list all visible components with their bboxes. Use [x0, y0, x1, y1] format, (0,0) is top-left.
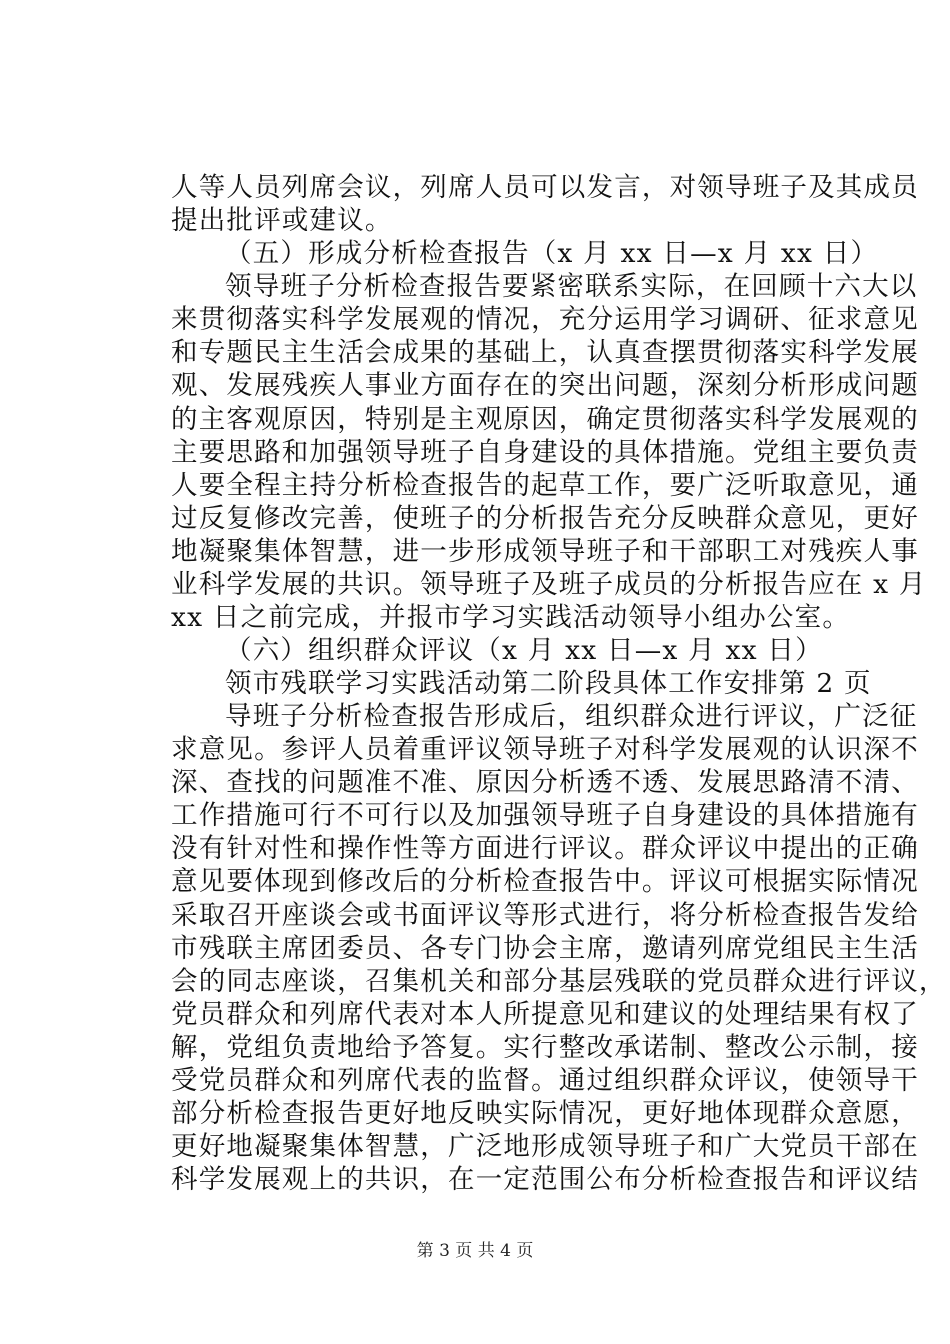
paragraph-line: 采取召开座谈会或书面评议等形式进行，将分析检查报告发给 — [171, 899, 919, 931]
paragraph-line: 地凝聚集体智慧，进一步形成领导班子和干部职工对残疾人事 — [171, 535, 919, 567]
paragraph-line: 意见要体现到修改后的分析检查报告中。评议可根据实际情况 — [171, 866, 919, 898]
paragraph-line: 过反复修改完善，使班子的分析报告充分反映群众意见，更好 — [171, 502, 919, 534]
paragraph-line: 更好地凝聚集体智慧，广泛地形成领导班子和广大党员干部在 — [171, 1130, 919, 1162]
paragraph-line: 人要全程主持分析检查报告的起草工作，要广泛听取意见，通 — [171, 469, 919, 501]
page-header-text: 领市残联学习实践活动第二阶段具体工作安排第 2 页 — [225, 668, 872, 699]
section-heading: （六）组织群众评议（x 月 xx 日—x 月 xx 日） — [225, 634, 823, 666]
paragraph-line: 人等人员列席会议，列席人员可以发言，对领导班子及其成员 — [171, 172, 919, 203]
paragraph-line: 的主客观原因，特别是主观原因，确定贯彻落实科学发展观的 — [171, 403, 919, 435]
paragraph-line: 领导班子分析检查报告要紧密联系实际，在回顾十六大以 — [225, 271, 918, 303]
paragraph-line: 和专题民主生活会成果的基础上，认真查摆贯彻落实科学发展 — [171, 337, 919, 369]
paragraph-line: 部分析检查报告更好地反映实际情况，更好地体现群众意愿， — [171, 1097, 919, 1129]
paragraph-line: 主要思路和加强领导班子自身建设的具体措施。党组主要负责 — [171, 436, 919, 468]
paragraph-line: 会的同志座谈，召集机关和部分基层残联的党员群众进行评议， — [171, 965, 947, 997]
paragraph-line: 来贯彻落实科学发展观的情况，充分运用学习调研、征求意见 — [171, 304, 919, 336]
paragraph-line: 导班子分析检查报告形成后，组织群众进行评议，广泛征 — [225, 701, 918, 733]
paragraph-line: 没有针对性和操作性等方面进行评议。群众评议中提出的正确 — [171, 833, 919, 865]
paragraph-line: 解，党组负责地给予答复。实行整改承诺制、整改公示制，接 — [171, 1031, 919, 1063]
paragraph-line: 工作措施可行不可行以及加强领导班子自身建设的具体措施有 — [171, 800, 919, 832]
paragraph-line: 观、发展残疾人事业方面存在的突出问题，深刻分析形成问题 — [171, 370, 919, 402]
paragraph-line: 市残联主席团委员、各专门协会主席，邀请列席党组民主生活 — [171, 932, 919, 964]
paragraph-line: 提出批评或建议。 — [171, 205, 393, 237]
page-footer: 第 3 页 共 4 页 — [416, 1241, 534, 1261]
section-heading: （五）形成分析检查报告（x 月 xx 日—x 月 xx 日） — [225, 238, 879, 270]
paragraph-line: 党员群众和列席代表对本人所提意见和建议的处理结果有权了 — [171, 998, 919, 1030]
paragraph-line: 深、查找的问题准不准、原因分析透不透、发展思路清不清、 — [171, 767, 919, 799]
paragraph-line: 科学发展观上的共识，在一定范围公布分析检查报告和评议结 — [171, 1164, 919, 1195]
paragraph-line: 受党员群众和列席代表的监督。通过组织群众评议，使领导干 — [171, 1064, 919, 1096]
paragraph-line: 求意见。参评人员着重评议领导班子对科学发展观的认识深不 — [171, 734, 919, 766]
paragraph-line: xx 日之前完成，并报市学习实践活动领导小组办公室。 — [171, 601, 851, 633]
paragraph-line: 业科学发展的共识。领导班子及班子成员的分析报告应在 x 月 — [171, 568, 927, 600]
